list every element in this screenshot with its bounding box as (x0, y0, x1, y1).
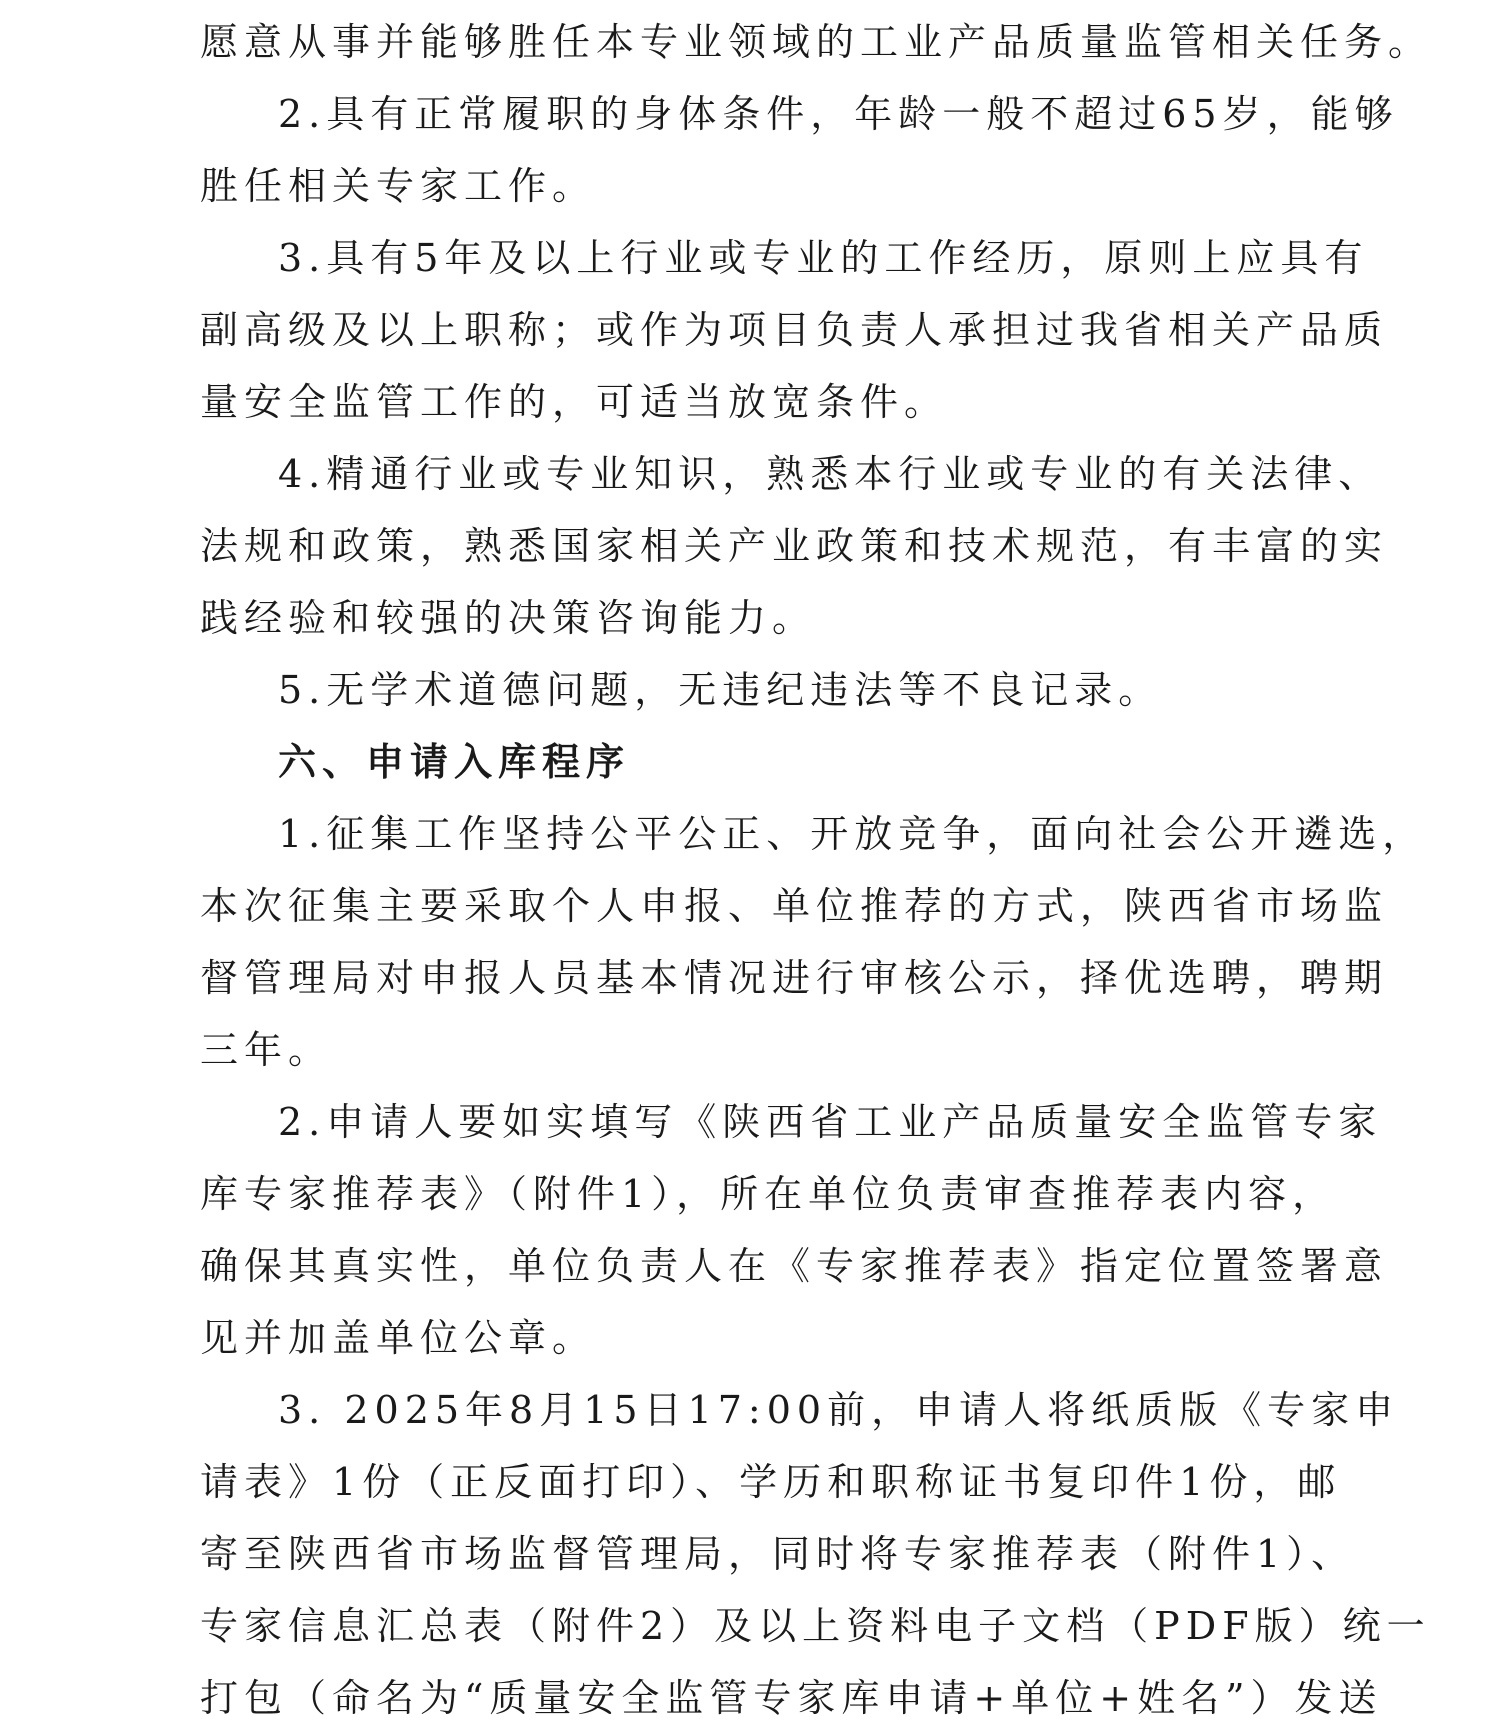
requirement-item-4 (200, 438, 1389, 654)
procedure-item-3 (200, 1374, 1431, 1734)
section-heading: 六、申请入库程序 (278, 740, 631, 784)
text-line: 1.征集工作坚持公平公正、开放竞争，面向社会公开遴选， (278, 812, 1427, 856)
text-line: 5.无学术道德问题，无违纪违法等不良记录。 (278, 668, 1163, 712)
requirement-item-3 (200, 222, 1389, 438)
text-line: 本次征集主要采取个人申报、单位推荐的方式，陕西省市场监 (200, 884, 1389, 928)
requirement-item-5 (200, 654, 1290, 726)
text-line: 请表》1份（正反面打印）、学历和职称证书复印件1份，邮 (200, 1460, 1342, 1504)
text-line: 副高级及以上职称；或作为项目负责人承担过我省相关产品质 (200, 308, 1389, 352)
text-line: 3. 2025年8月15日17:00前，申请人将纸质版《专家申 (278, 1388, 1400, 1432)
text-line: 三年。 (200, 1028, 333, 1072)
text-line: 见并加盖单位公章。 (200, 1316, 597, 1360)
requirement-item-2 (200, 78, 1399, 222)
text-line: 打包（命名为“质量安全监管专家库申请+单位+姓名”）发送 (200, 1676, 1383, 1720)
text-line: 寄至陕西省市场监督管理局，同时将专家推荐表（附件1）、 (200, 1532, 1356, 1576)
text-line: 3.具有5年及以上行业或专业的工作经历，原则上应具有 (278, 236, 1369, 280)
text-line: 4.精通行业或专业知识，熟悉本行业或专业的有关法律、 (278, 452, 1383, 496)
text-line: 愿意从事并能够胜任本专业领域的工业产品质量监管相关任务。 (200, 20, 1433, 64)
text-line: 2.申请人要如实填写《陕西省工业产品质量安全监管专家 (278, 1100, 1383, 1144)
procedure-item-2 (200, 1086, 1389, 1374)
procedure-item-1 (200, 798, 1427, 1086)
text-line: 法规和政策，熟悉国家相关产业政策和技术规范，有丰富的实 (200, 524, 1389, 568)
text-line: 量安全监管工作的，可适当放宽条件。 (200, 380, 949, 424)
text-line: 践经验和较强的决策咨询能力。 (200, 596, 817, 640)
paragraph-continuation (200, 6, 1433, 78)
document-body (200, 6, 1433, 1734)
text-line: 胜任相关专家工作。 (200, 164, 597, 208)
text-line: 2.具有正常履职的身体条件，年龄一般不超过65岁，能够 (278, 92, 1399, 136)
text-line: 确保其真实性，单位负责人在《专家推荐表》指定位置签署意 (200, 1244, 1389, 1288)
text-line: 督管理局对申报人员基本情况进行审核公示，择优选聘，聘期 (200, 956, 1389, 1000)
text-line: 专家信息汇总表（附件2）及以上资料电子文档（PDF版）统一 (200, 1604, 1431, 1648)
text-line: 库专家推荐表》（附件1），所在单位负责审查推荐表内容， (200, 1172, 1337, 1216)
